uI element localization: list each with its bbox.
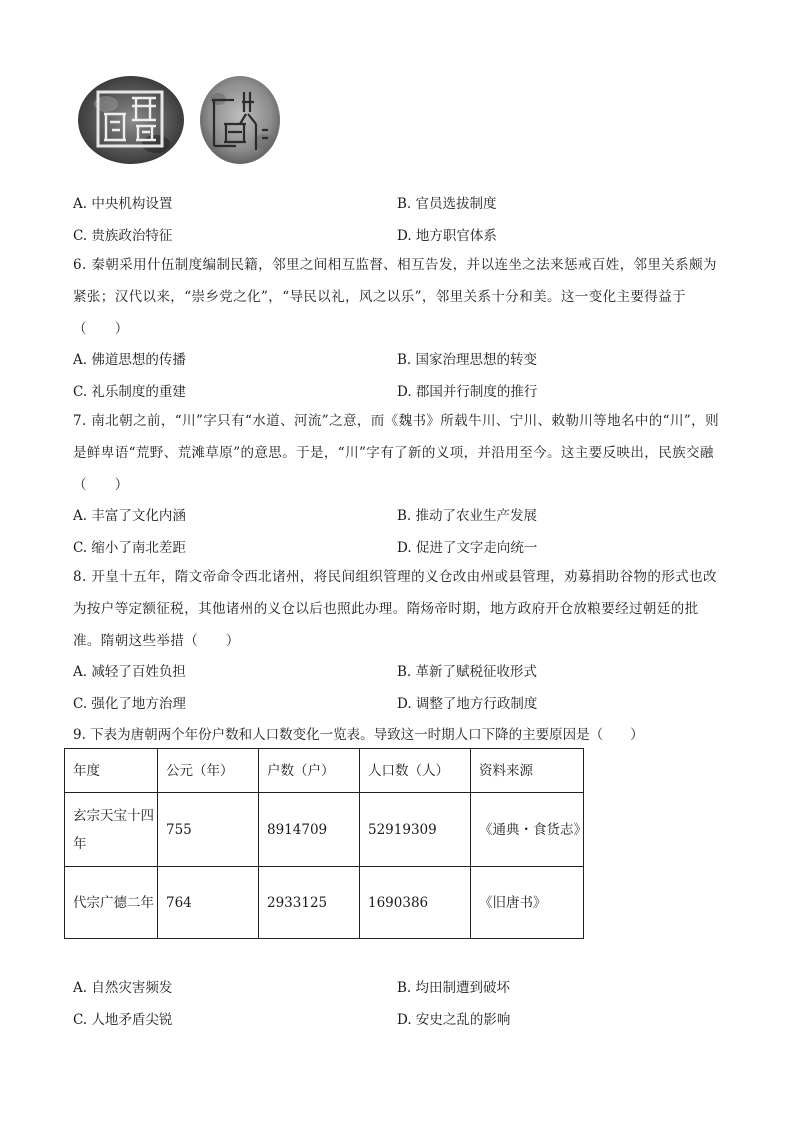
table-cell: 755 <box>158 793 259 867</box>
table-header-cell: 资料来源 <box>471 749 584 793</box>
q9-option-c: C. 人地矛盾尖锐 <box>73 1012 173 1028</box>
q5-option-b: B. 官员选拔制度 <box>397 196 497 212</box>
table-header-cell: 年度 <box>65 749 158 793</box>
table-cell: 《通典・食货志》 <box>471 793 584 867</box>
table-cell: 《旧唐书》 <box>471 867 584 939</box>
table-row <box>65 793 584 867</box>
population-table <box>64 748 587 939</box>
q7-stem: 7. 南北朝之前，“川”字只有“水道、河流”之意，而《魏书》所载牛川、宁川、敕勒川等地名中的“川”，则是鲜卑语“荒野、荒滩草原”的意思。于是，“川”字有了新的义项，并沿用至今。这主要反映出，民族交融（ ） <box>73 413 719 493</box>
table-row <box>65 867 584 939</box>
table-cell: 代宗广德二年 <box>65 867 158 939</box>
table-header-cell: 公元（年） <box>158 749 259 793</box>
table-header-cell: 户数（户） <box>259 749 360 793</box>
q8-option-d: D. 调整了地方行政制度 <box>397 696 538 712</box>
q9-option-d: D. 安史之乱的影响 <box>397 1012 511 1028</box>
q8-stem: 8. 开皇十五年，隋文帝命令西北诸州，将民间组织管理的义仓改由州或县管理，劝募捐助谷物的形式也改为按户等定额征税，其他诸州的义仓以后也照此办理。隋炀帝时期，地方政府开仓放粮要经过朝廷的批准。隋朝这些举措（ ） <box>73 569 717 649</box>
q8-option-a: A. 减轻了百姓负担 <box>73 664 186 680</box>
q5-option-d: D. 地方职官体系 <box>397 228 497 244</box>
q9-option-b: B. 均田制遭到破坏 <box>397 980 511 996</box>
q7-option-b: B. 推动了农业生产发展 <box>397 508 538 524</box>
q7-option-c: C. 缩小了南北差距 <box>73 540 186 556</box>
table-cell: 1690386 <box>360 867 471 939</box>
table-cell: 2933125 <box>259 867 360 939</box>
q9-stem: 9. 下表为唐朝两个年份户数和人口数变化一览表。导致这一时期人口下降的主要原因是（ ） <box>73 727 644 743</box>
table-header-row <box>65 749 584 793</box>
q9-option-a: A. 自然灾害频发 <box>73 980 173 996</box>
q7-option-d: D. 促进了文字走向统一 <box>397 540 538 556</box>
q8-option-c: C. 强化了地方治理 <box>73 696 186 712</box>
q6-stem: 6. 秦朝采用什伍制度编制民籍，邻里之间相互监督、相互告发，并以连坐之法来惩戒百姓，邻里关系颇为紧张；汉代以来，“崇乡党之化”，“导民以礼，风之以乐”，邻里关系十分和美。这一变化主要得益于（ ） <box>73 257 717 337</box>
q6-option-c: C. 礼乐制度的重建 <box>73 384 186 400</box>
table-cell: 764 <box>158 867 259 939</box>
seal-image-left <box>76 74 186 166</box>
table-cell: 玄宗天宝十四年 <box>65 793 158 867</box>
q5-option-a: A. 中央机构设置 <box>73 196 173 212</box>
q6-option-d: D. 郡国并行制度的推行 <box>397 384 538 400</box>
table-cell: 52919309 <box>360 793 471 867</box>
table-header-cell: 人口数（人） <box>360 749 471 793</box>
table-cell: 8914709 <box>259 793 360 867</box>
q6-option-b: B. 国家治理思想的转变 <box>397 352 538 368</box>
seal-image-right <box>198 74 282 166</box>
q5-option-c: C. 贵族政治特征 <box>73 228 173 244</box>
q8-option-b: B. 革新了赋税征收形式 <box>397 664 538 680</box>
q6-option-a: A. 佛道思想的传播 <box>73 352 186 368</box>
q7-option-a: A. 丰富了文化内涵 <box>73 508 186 524</box>
